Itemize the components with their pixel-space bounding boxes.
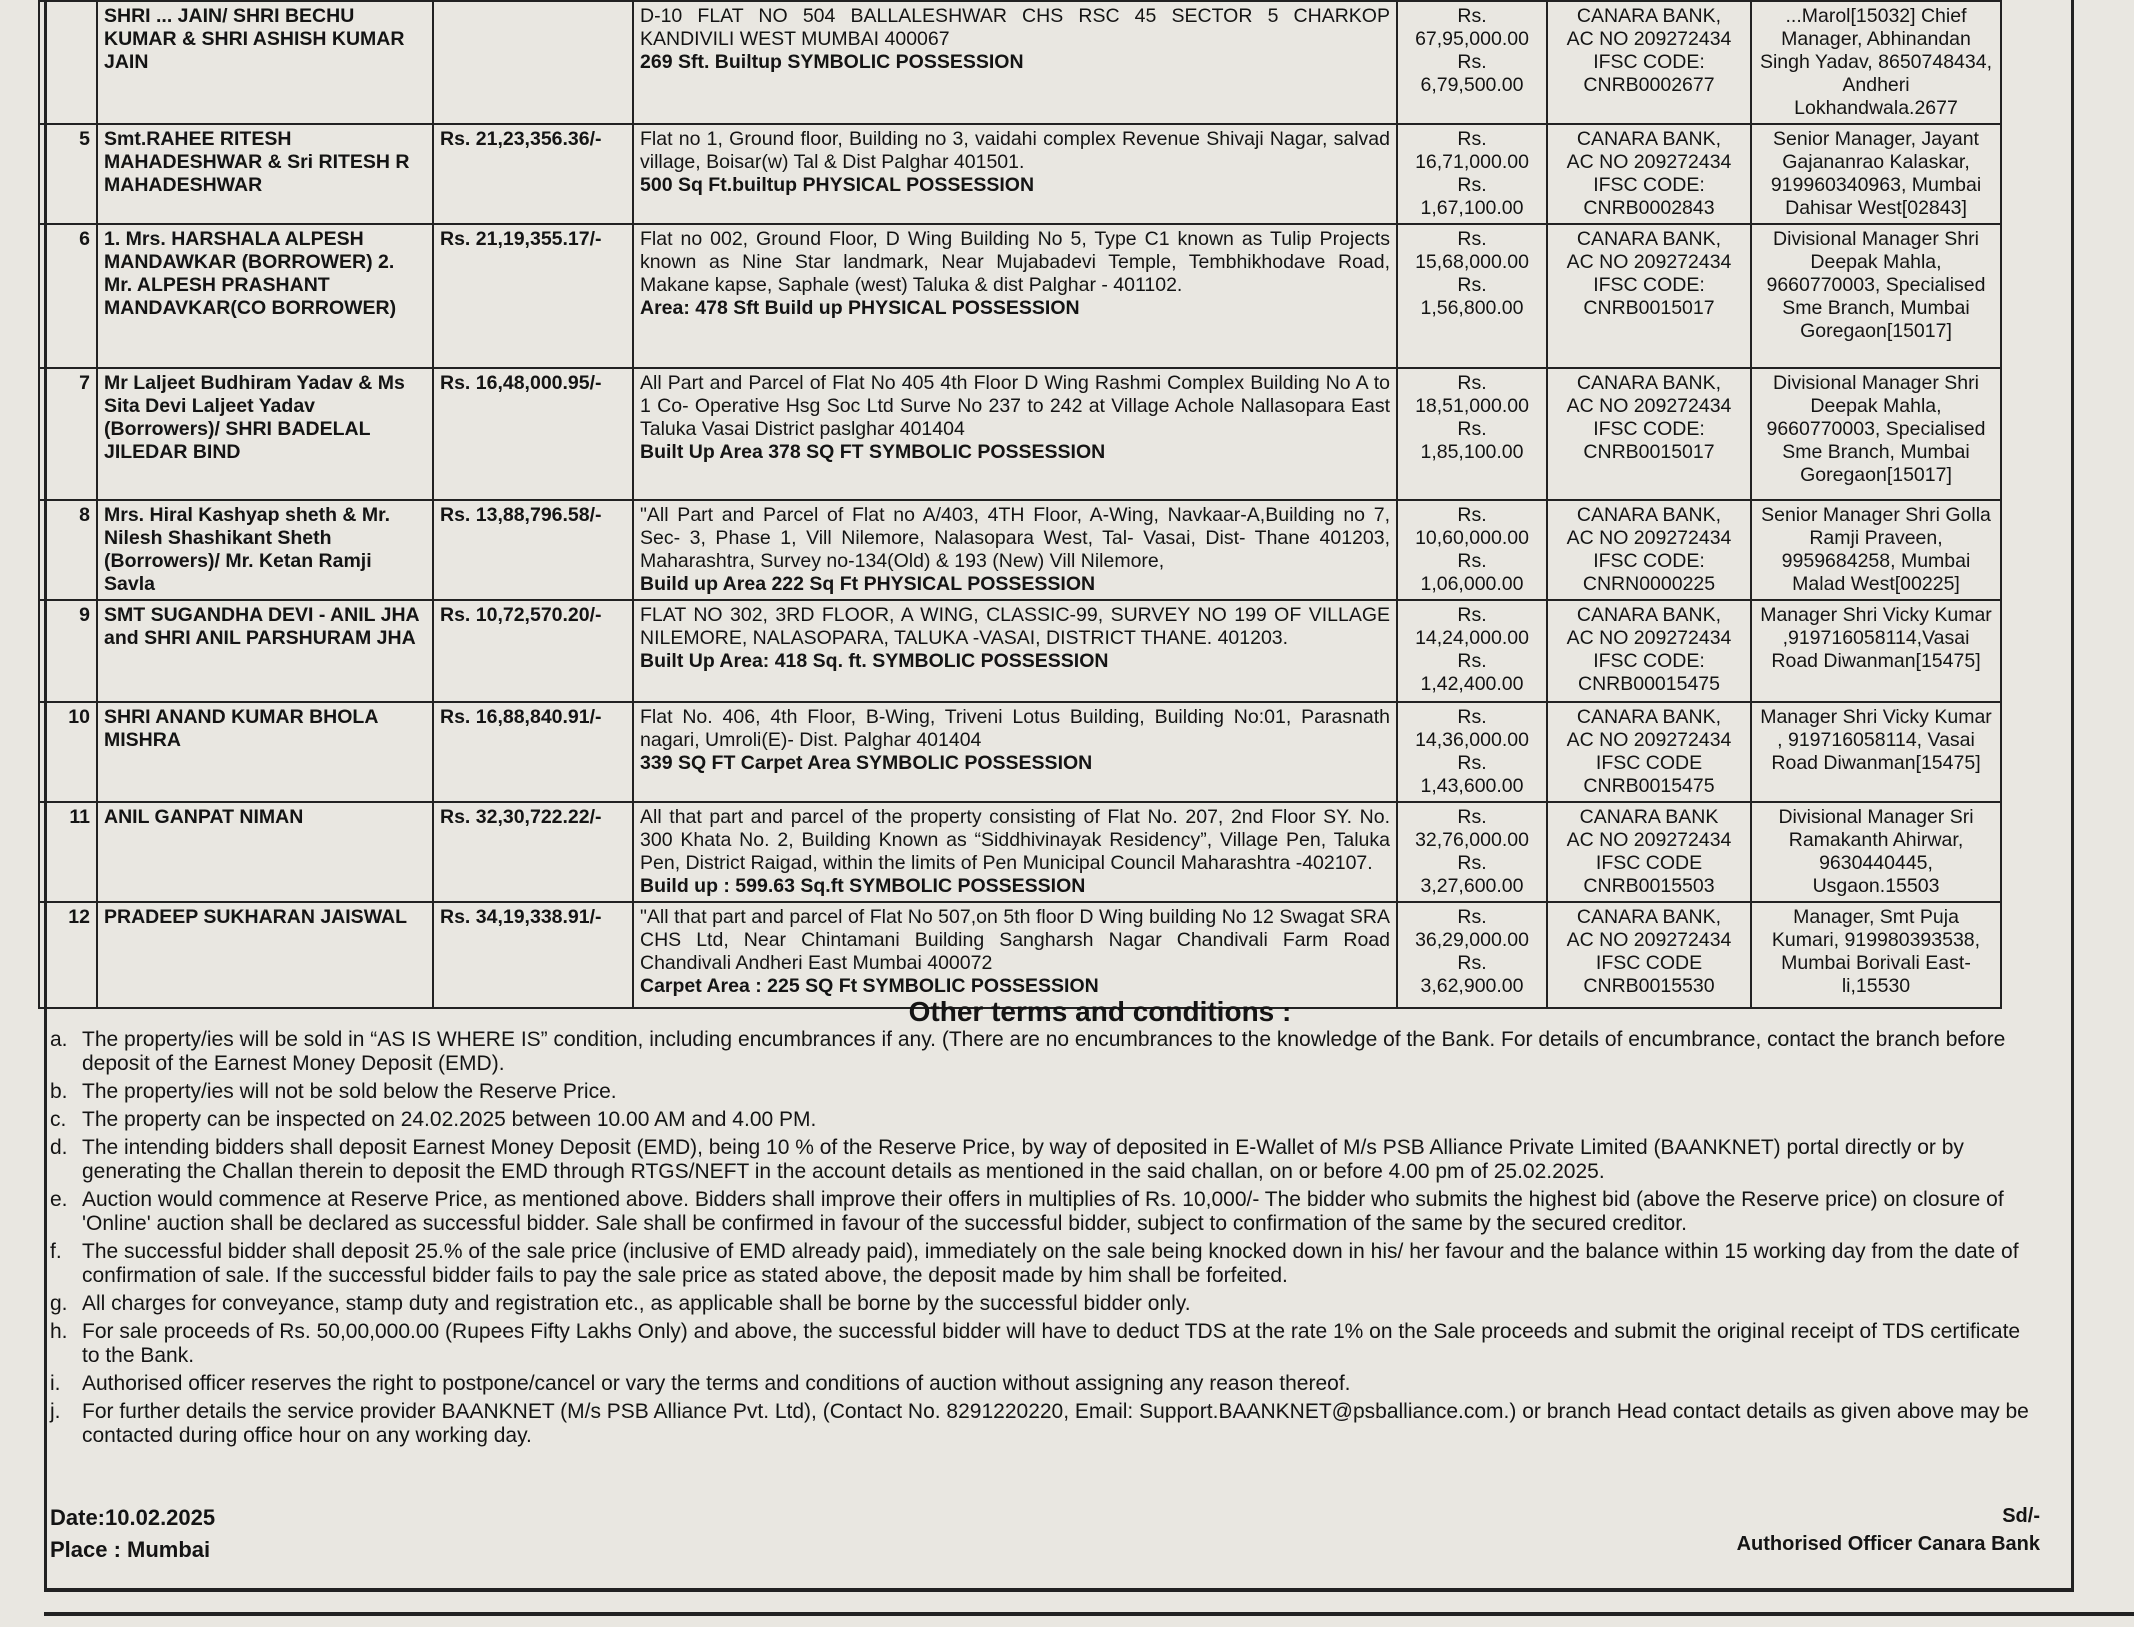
- page-bottom-rule: [44, 1612, 2134, 1616]
- auction-table: [38, 0, 2002, 1009]
- property-description: [633, 802, 1397, 902]
- borrower-name: 1. Mrs. HARSHALA ALPESH MANDAWKAR (BORROWER) 2. Mr. ALPESH PRASHANT MANDAVKAR(CO BORROWER): [97, 224, 433, 368]
- bank-detail-line: AC NO 209272434: [1566, 251, 1732, 273]
- bank-account-details: [1547, 1, 1751, 124]
- property-address: Flat No. 406, 4th Floor, B-Wing, Triveni Lotus Building, Building No:01, Parasnath nagari, Umroli(E)- Dist. Palghar 401404: [640, 706, 1390, 751]
- term-marker: c.: [50, 1108, 67, 1131]
- price-cell: [1397, 702, 1547, 802]
- property-address: Flat no 1, Ground floor, Building no 3, vaidahi complex Revenue Shivaji Nagar, salvad village, Boisar(w) Tal & Dist Palghar 401501.: [640, 128, 1390, 173]
- bank-detail-line: CNRB0002677: [1583, 74, 1715, 96]
- bank-detail-line: CNRB00015475: [1577, 673, 1720, 695]
- table-row: [39, 224, 2001, 368]
- property-area: Build up : 599.63 Sq.ft SYMBOLIC POSSESSION: [640, 875, 1086, 897]
- bank-detail-line: IFSC CODE:: [1593, 51, 1705, 73]
- serial-number: 5: [39, 124, 97, 224]
- bank-account-details: [1547, 224, 1751, 368]
- term-marker: j.: [50, 1400, 61, 1423]
- table-row: [39, 902, 2001, 1008]
- table-row: [39, 702, 2001, 802]
- term-text: The intending bidders shall deposit Earnest Money Deposit (EMD), being 10 % of the Reserve Price, by way of deposited in E-Wallet of M/s PSB Alliance Private Limited (BAANKNET) portal directly or by generating the Challan therein to deposit the EMD through RTGS/NEFT in the account details as mentioned in the said challan, on or before 4.00 pm of 25.02.2025.: [82, 1136, 1964, 1183]
- terms-list: [50, 1028, 2030, 1448]
- property-area: Built Up Area 378 SQ FT SYMBOLIC POSSESSION: [640, 441, 1106, 463]
- bank-detail-line: CNRB0015503: [1583, 875, 1715, 897]
- property-description: [633, 224, 1397, 368]
- bank-detail-line: IFSC CODE:: [1593, 550, 1705, 572]
- terms-heading: Other terms and conditions :: [908, 996, 1292, 1027]
- property-address: "All that part and parcel of Flat No 507,on 5th floor D Wing building No 12 Swagat SRA CHS Ltd, Near Chintamani Building Sangharsh Nagar Chandivali Farm Road Chandivali Andheri East Mumbai 400072: [640, 906, 1390, 974]
- borrower-name: SHRI ANAND KUMAR BHOLA MISHRA: [97, 702, 433, 802]
- bank-detail-line: CANARA BANK,: [1576, 128, 1722, 150]
- term-text: For further details the service provider BAANKNET (M/s PSB Alliance Pvt. Ltd), (Contact No. 8291220220, Email: Support.BAANKNET@psballiance.com.) or branch Head contact details as given above may be contacted during office hour on any working day.: [82, 1400, 2029, 1447]
- property-address: All Part and Parcel of Flat No 405 4th Floor D Wing Rashmi Complex Building No A to 1 Co- Operative Hsg Soc Ltd Surve No 237 to 242 at Village Achole Nallasopara East Taluka Vasai District paslghar 401404: [640, 372, 1390, 440]
- term-text: All charges for conveyance, stamp duty and registration etc., as applicable shall be borne by the successful bidder only.: [82, 1292, 1191, 1315]
- branch-contact: Manager, Smt Puja Kumari, 919980393538, Mumbai Borivali East-li,15530: [1751, 902, 2001, 1008]
- reserve-price: Rs. 15,68,000.00: [1415, 228, 1529, 273]
- serial-number: 6: [39, 224, 97, 368]
- bank-detail-line: IFSC CODE: [1595, 952, 1703, 974]
- bank-detail-line: CNRN0000225: [1582, 573, 1716, 595]
- property-area: Built Up Area: 418 Sq. ft. SYMBOLIC POSSESSION: [640, 650, 1109, 672]
- bank-detail-line: AC NO 209272434: [1566, 527, 1732, 549]
- property-address: All that part and parcel of the property consisting of Flat No. 207, 2nd Floor SY. No. 300 Khata No. 2, Building Known as “Siddhivinayak Residency”, Village Pen, Taluka Pen, District Raigad, within the limits of Pen Municipal Council Maharashtra -402107.: [640, 806, 1390, 874]
- term-text: Authorised officer reserves the right to postpone/cancel or vary the terms and conditions of auction without assigning any reason thereof.: [82, 1372, 1351, 1395]
- bank-detail-line: CANARA BANK,: [1576, 228, 1722, 250]
- property-area: 500 Sq Ft.builtup PHYSICAL POSSESSION: [640, 174, 1035, 196]
- terms-section: [50, 996, 2030, 1452]
- bank-account-details: [1547, 902, 1751, 1008]
- notice-date: Date:10.02.2025: [50, 1505, 216, 1530]
- bank-account-details: [1547, 702, 1751, 802]
- table-row: [39, 802, 2001, 902]
- term-marker: b.: [50, 1080, 68, 1103]
- bank-detail-line: AC NO 209272434: [1566, 395, 1732, 417]
- outstanding-dues: Rs. 21,23,356.36/-: [433, 124, 633, 224]
- serial-number: 7: [39, 368, 97, 500]
- emd-amount: Rs. 3,62,900.00: [1420, 952, 1524, 997]
- property-address: Flat no 002, Ground Floor, D Wing Building No 5, Type C1 known as Tulip Projects known as Nine Star landmark, Near Mujabadevi Temple, Tembhikhodave Road, Makane kapse, Saphale (west) Taluka & dist Palghar - 401102.: [640, 228, 1390, 296]
- bank-detail-line: CNRB0015530: [1583, 975, 1715, 997]
- table-row: [39, 124, 2001, 224]
- emd-amount: Rs. 1,43,600.00: [1420, 752, 1524, 797]
- serial-number: 9: [39, 600, 97, 702]
- bank-detail-line: CANARA BANK,: [1576, 604, 1722, 626]
- bank-detail-line: AC NO 209272434: [1566, 729, 1732, 751]
- property-description: [633, 124, 1397, 224]
- property-area: 339 SQ FT Carpet Area SYMBOLIC POSSESSION: [640, 752, 1093, 774]
- term-marker: i.: [50, 1372, 61, 1395]
- term-marker: f.: [50, 1240, 62, 1263]
- term-text: For sale proceeds of Rs. 50,00,000.00 (Rupees Fifty Lakhs Only) and above, the successful bidder will have to deduct TDS at the rate 1% on the Sale proceeds and submit the original receipt of TDS certificate to the Bank.: [82, 1320, 2021, 1367]
- emd-amount: Rs. 1,56,800.00: [1420, 274, 1524, 319]
- bank-detail-line: CANARA BANK,: [1576, 706, 1722, 728]
- reserve-price: Rs. 36,29,000.00: [1415, 906, 1529, 951]
- bank-detail-line: AC NO 209272434: [1566, 627, 1732, 649]
- price-cell: [1397, 1, 1547, 124]
- term-text: Auction would commence at Reserve Price, as mentioned above. Bidders shall improve their offers in multiplies of Rs. 10,000/- The bidder who submits the highest bid (above the Reserve price) on closure of 'Online' auction shall be declared as successful bidder. Sale shall be confirmed in favour of the successful bidder, subject to confirmation of the same by the secured creditor.: [82, 1188, 2004, 1235]
- serial-number: 11: [39, 802, 97, 902]
- bank-detail-line: IFSC CODE:: [1593, 650, 1705, 672]
- bank-detail-line: AC NO 209272434: [1566, 929, 1732, 951]
- property-description: [633, 500, 1397, 600]
- outstanding-dues: Rs. 16,88,840.91/-: [433, 702, 633, 802]
- reserve-price: Rs. 14,24,000.00: [1415, 604, 1529, 649]
- borrower-name: SMT SUGANDHA DEVI - ANIL JHA and SHRI ANIL PARSHURAM JHA: [97, 600, 433, 702]
- signed-mark: Sd/-: [2002, 1505, 2040, 1527]
- bank-detail-line: CANARA BANK,: [1576, 5, 1722, 27]
- table-row: [39, 368, 2001, 500]
- term-item: [50, 1240, 2030, 1288]
- emd-amount: Rs. 1,67,100.00: [1420, 174, 1524, 219]
- reserve-price: Rs. 18,51,000.00: [1415, 372, 1529, 417]
- bank-detail-line: CNRB0015475: [1583, 775, 1715, 797]
- term-marker: a.: [50, 1028, 68, 1051]
- bank-detail-line: CANARA BANK: [1579, 806, 1719, 828]
- serial-number: 8: [39, 500, 97, 600]
- borrower-name: Mr Laljeet Budhiram Yadav & Ms Sita Devi Laljeet Yadav (Borrowers)/ SHRI BADELAL JILEDAR BIND: [97, 368, 433, 500]
- term-text: The successful bidder shall deposit 25.% of the sale price (inclusive of EMD already paid), immediately on the sale being knocked down in his/ her favour and the balance within 15 working day from the date of confirmation of sale. If the successful bidder fails to pay the sale price as stated above, the deposit made by him shall be forfeited.: [82, 1240, 2019, 1287]
- branch-contact: Divisional Manager Shri Deepak Mahla, 9660770003, Specialised Sme Branch, Mumbai Goregaon[15017]: [1751, 368, 2001, 500]
- property-description: [633, 600, 1397, 702]
- term-item: [50, 1080, 2030, 1104]
- price-cell: [1397, 368, 1547, 500]
- price-cell: [1397, 802, 1547, 902]
- borrower-name: PRADEEP SUKHARAN JAISWAL: [97, 902, 433, 1008]
- property-description: [633, 368, 1397, 500]
- term-item: [50, 1188, 2030, 1236]
- property-area: Carpet Area : 225 SQ Ft SYMBOLIC POSSESSION: [640, 975, 1099, 997]
- property-description: [633, 702, 1397, 802]
- bank-detail-line: CANARA BANK,: [1576, 504, 1722, 526]
- outstanding-dues: Rs. 32,30,722.22/-: [433, 802, 633, 902]
- reserve-price: Rs. 14,36,000.00: [1415, 706, 1529, 751]
- branch-contact: Senior Manager, Jayant Gajananrao Kalaskar, 919960340963, Mumbai Dahisar West[02843]: [1751, 124, 2001, 224]
- notice-place: Place : Mumbai: [50, 1537, 211, 1562]
- term-marker: d.: [50, 1136, 68, 1159]
- emd-amount: Rs. 1,42,400.00: [1420, 650, 1524, 695]
- emd-amount: Rs. 1,85,100.00: [1420, 418, 1524, 463]
- bank-detail-line: CNRB0015017: [1583, 441, 1715, 463]
- serial-number: 10: [39, 702, 97, 802]
- property-address: FLAT NO 302, 3RD FLOOR, A WING, CLASSIC-99, SURVEY NO 199 OF VILLAGE NILEMORE, NALASOPARA, TALUKA -VASAI, DISTRICT THANE. 401203.: [640, 604, 1390, 649]
- bank-account-details: [1547, 368, 1751, 500]
- bank-detail-line: CANARA BANK,: [1576, 906, 1722, 928]
- bank-account-details: [1547, 500, 1751, 600]
- bank-account-details: [1547, 600, 1751, 702]
- price-cell: [1397, 600, 1547, 702]
- serial-number: [39, 1, 97, 124]
- property-address: "All Part and Parcel of Flat no A/403, 4TH Floor, A-Wing, Navkaar-A,Building no 7, Sec- 3, Phase 1, Vill Nilemore, Nalasopara West, Tal- Vasai, Dist- Thane 401203, Maharashtra, Survey no-134(Old) & 193 (New) Vill Nilemore,: [640, 504, 1390, 572]
- property-area: Area: 478 Sft Build up PHYSICAL POSSESSION: [640, 297, 1080, 319]
- price-cell: [1397, 500, 1547, 600]
- bank-account-details: [1547, 124, 1751, 224]
- branch-contact: Manager Shri Vicky Kumar , 919716058114, Vasai Road Diwanman[15475]: [1751, 702, 2001, 802]
- branch-contact: Manager Shri Vicky Kumar ,919716058114,Vasai Road Diwanman[15475]: [1751, 600, 2001, 702]
- borrower-name: SHRI ... JAIN/ SHRI BECHU KUMAR & SHRI ASHISH KUMAR JAIN: [97, 1, 433, 124]
- branch-contact: Divisional Manager Shri Deepak Mahla, 9660770003, Specialised Sme Branch, Mumbai Goregaon[15017]: [1751, 224, 2001, 368]
- reserve-price: Rs. 67,95,000.00: [1415, 5, 1529, 50]
- bank-detail-line: AC NO 209272434: [1566, 151, 1732, 173]
- branch-contact: Divisional Manager Sri Ramakanth Ahirwar, 9630440445, Usgaon.15503: [1751, 802, 2001, 902]
- term-item: [50, 1292, 2030, 1316]
- price-cell: [1397, 124, 1547, 224]
- term-marker: g.: [50, 1292, 68, 1315]
- bank-detail-line: AC NO 209272434: [1566, 28, 1732, 50]
- borrower-name: Mrs. Hiral Kashyap sheth & Mr. Nilesh Shashikant Sheth (Borrowers)/ Mr. Ketan Ramji Savla: [97, 500, 433, 600]
- term-item: [50, 1028, 2030, 1076]
- outstanding-dues: Rs. 16,48,000.95/-: [433, 368, 633, 500]
- outstanding-dues: [433, 1, 633, 124]
- bank-detail-line: CNRB0015017: [1583, 297, 1715, 319]
- term-item: [50, 1400, 2030, 1448]
- bank-detail-line: IFSC CODE: [1595, 852, 1703, 874]
- property-address: D-10 FLAT NO 504 BALLALESHWAR CHS RSC 45 SECTOR 5 CHARKOP KANDIVILI WEST MUMBAI 400067: [640, 5, 1390, 50]
- borrower-name: Smt.RAHEE RITESH MAHADESHWAR & Sri RITESH R MAHADESHWAR: [97, 124, 433, 224]
- table-row: [39, 1, 2001, 124]
- term-item: [50, 1372, 2030, 1396]
- bank-detail-line: CANARA BANK,: [1576, 372, 1722, 394]
- bank-detail-line: IFSC CODE:: [1593, 274, 1705, 296]
- term-item: [50, 1108, 2030, 1132]
- branch-contact: ...Marol[15032] Chief Manager, Abhinandan Singh Yadav, 8650748434, Andheri Lokhandwala.2677: [1751, 1, 2001, 124]
- property-description: [633, 902, 1397, 1008]
- price-cell: [1397, 224, 1547, 368]
- signature-footer: [50, 1505, 2040, 1585]
- outstanding-dues: Rs. 13,88,796.58/-: [433, 500, 633, 600]
- term-text: The property/ies will be sold in “AS IS WHERE IS” condition, including encumbrances if any. (There are no encumbrances to the knowledge of the Bank. For details of encumbrance, contact the branch before deposit of the Earnest Money Deposit (EMD).: [82, 1028, 2006, 1075]
- term-item: [50, 1136, 2030, 1184]
- bank-detail-line: IFSC CODE: [1595, 752, 1703, 774]
- emd-amount: Rs. 1,06,000.00: [1420, 550, 1524, 595]
- outstanding-dues: Rs. 10,72,570.20/-: [433, 600, 633, 702]
- price-cell: [1397, 902, 1547, 1008]
- property-description: [633, 1, 1397, 124]
- outstanding-dues: Rs. 21,19,355.17/-: [433, 224, 633, 368]
- bank-detail-line: IFSC CODE:: [1593, 174, 1705, 196]
- bank-detail-line: CNRB0002843: [1583, 197, 1715, 219]
- term-item: [50, 1320, 2030, 1368]
- emd-amount: Rs. 6,79,500.00: [1420, 51, 1524, 96]
- bank-detail-line: AC NO 209272434: [1566, 829, 1732, 851]
- serial-number: 12: [39, 902, 97, 1008]
- table-row: [39, 600, 2001, 702]
- outstanding-dues: Rs. 34,19,338.91/-: [433, 902, 633, 1008]
- emd-amount: Rs. 3,27,600.00: [1420, 852, 1524, 897]
- borrower-name: ANIL GANPAT NIMAN: [97, 802, 433, 902]
- table-row: [39, 500, 2001, 600]
- property-area: Build up Area 222 Sq Ft PHYSICAL POSSESSION: [640, 573, 1096, 595]
- term-text: The property/ies will not be sold below the Reserve Price.: [82, 1080, 617, 1103]
- reserve-price: Rs. 10,60,000.00: [1415, 504, 1529, 549]
- authorised-officer: Authorised Officer Canara Bank: [1736, 1533, 2040, 1555]
- term-marker: h.: [50, 1320, 68, 1343]
- term-marker: e.: [50, 1188, 68, 1211]
- bank-account-details: [1547, 802, 1751, 902]
- property-area: 269 Sft. Builtup SYMBOLIC POSSESSION: [640, 51, 1024, 73]
- bank-detail-line: IFSC CODE:: [1593, 418, 1705, 440]
- reserve-price: Rs. 32,76,000.00: [1415, 806, 1529, 851]
- term-text: The property can be inspected on 24.02.2025 between 10.00 AM and 4.00 PM.: [82, 1108, 817, 1131]
- branch-contact: Senior Manager Shri Golla Ramji Praveen, 9959684258, Mumbai Malad West[00225]: [1751, 500, 2001, 600]
- reserve-price: Rs. 16,71,000.00: [1415, 128, 1529, 173]
